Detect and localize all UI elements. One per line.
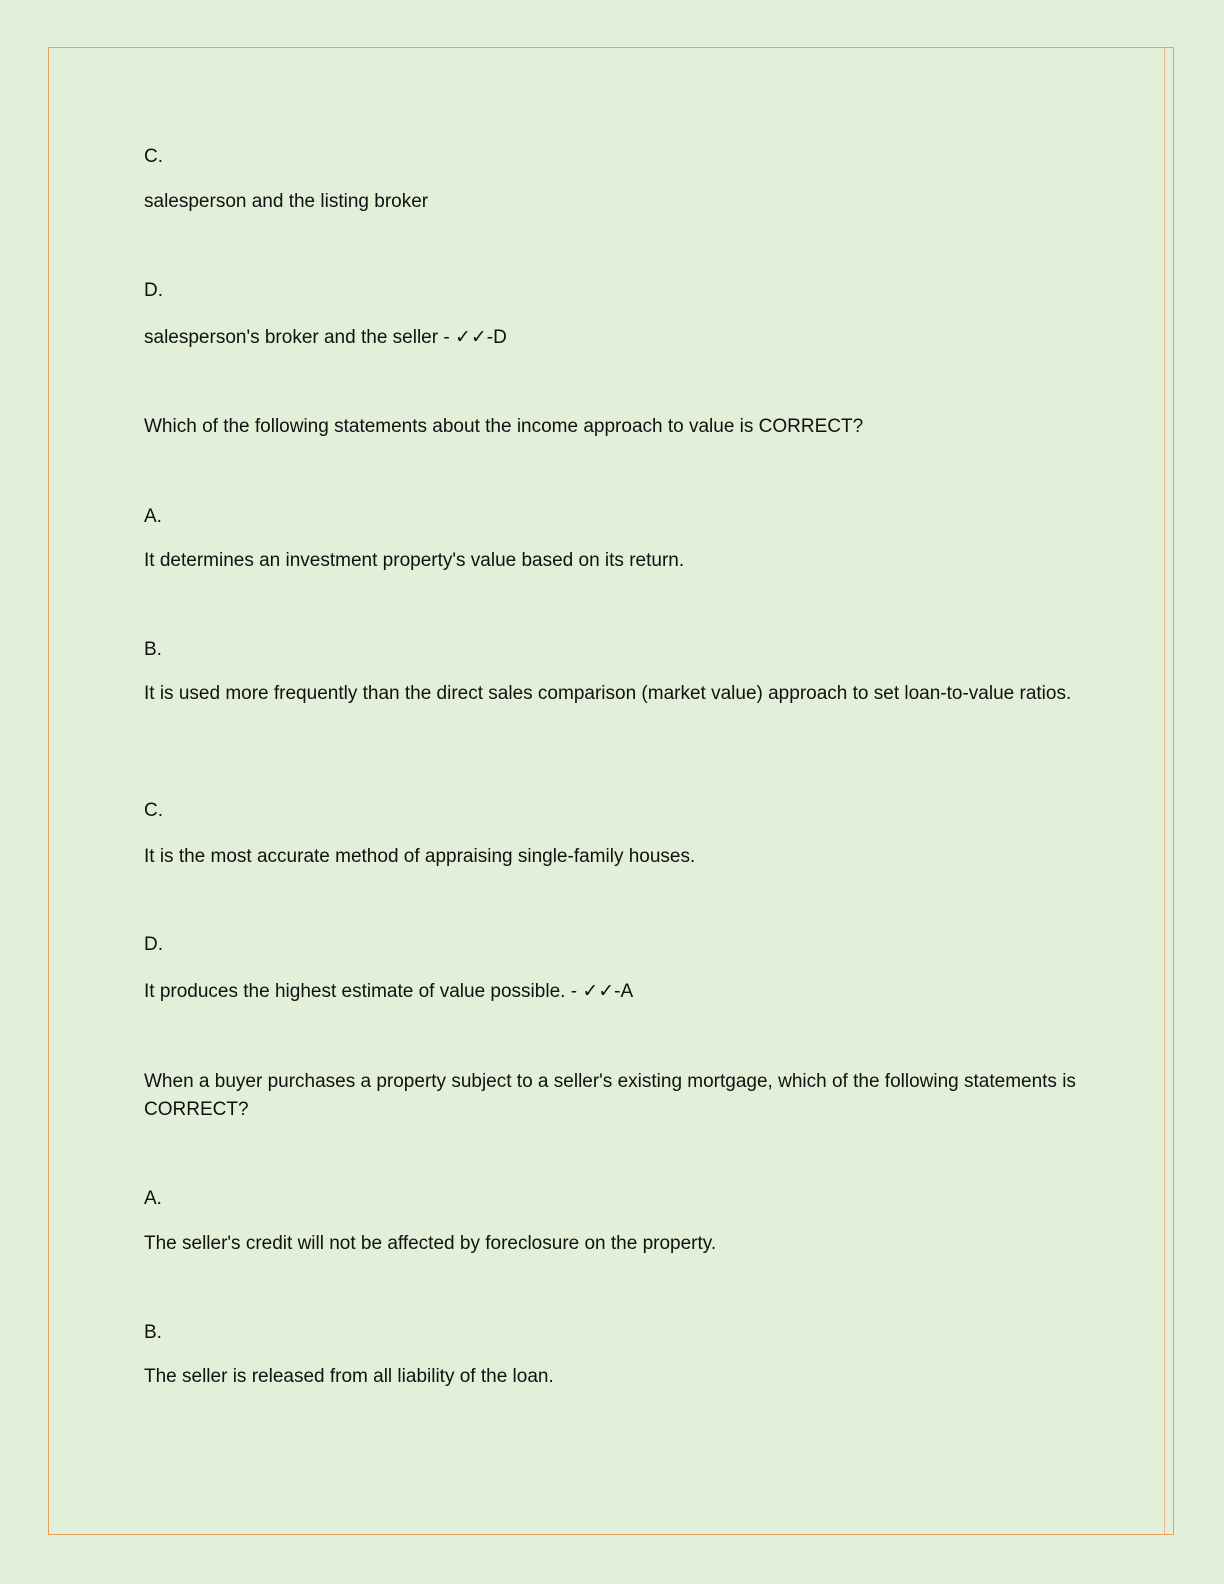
answer-key: -A xyxy=(614,981,634,1002)
option-a-label: A. xyxy=(144,1188,162,1209)
question-text: When a buyer purchases a property subject to a seller's existing mortgage, which of the following statements is CORRECT? xyxy=(144,1071,1076,1120)
option-c-text: It is the most accurate method of appraising single-family houses. xyxy=(144,846,696,867)
option-b-text: The seller is released from all liability of the loan. xyxy=(144,1366,554,1387)
option-c-text: salesperson and the listing broker xyxy=(144,191,429,212)
option-a-text: It determines an investment property's value based on its return. xyxy=(144,550,685,571)
question-text: Which of the following statements about the income approach to value is CORRECT? xyxy=(144,416,864,437)
page-border xyxy=(48,47,1174,1535)
option-d-label: D. xyxy=(144,934,163,955)
option-d-text-main: salesperson's broker and the seller - xyxy=(144,327,455,348)
option-a-text: The seller's credit will not be affected by foreclosure on the property. xyxy=(144,1233,717,1254)
option-b-label: B. xyxy=(144,1322,162,1343)
option-b-text: It is used more frequently than the direct sales comparison (market value) approach to set loan-to-value ratios. xyxy=(144,683,1072,704)
option-c-label: C. xyxy=(144,146,163,167)
option-d-label: D. xyxy=(144,280,163,301)
option-d-text-main: It produces the highest estimate of value possible. - xyxy=(144,981,583,1002)
option-d-text xyxy=(144,978,1084,1006)
checkmark-icon: ✓✓ xyxy=(582,981,615,1002)
option-a-label: A. xyxy=(144,506,162,527)
checkmark-icon: ✓✓ xyxy=(454,327,487,348)
option-c-label: C. xyxy=(144,800,163,821)
option-d-text xyxy=(144,324,1084,352)
option-b-label: B. xyxy=(144,639,162,660)
answer-key: -D xyxy=(486,327,507,348)
